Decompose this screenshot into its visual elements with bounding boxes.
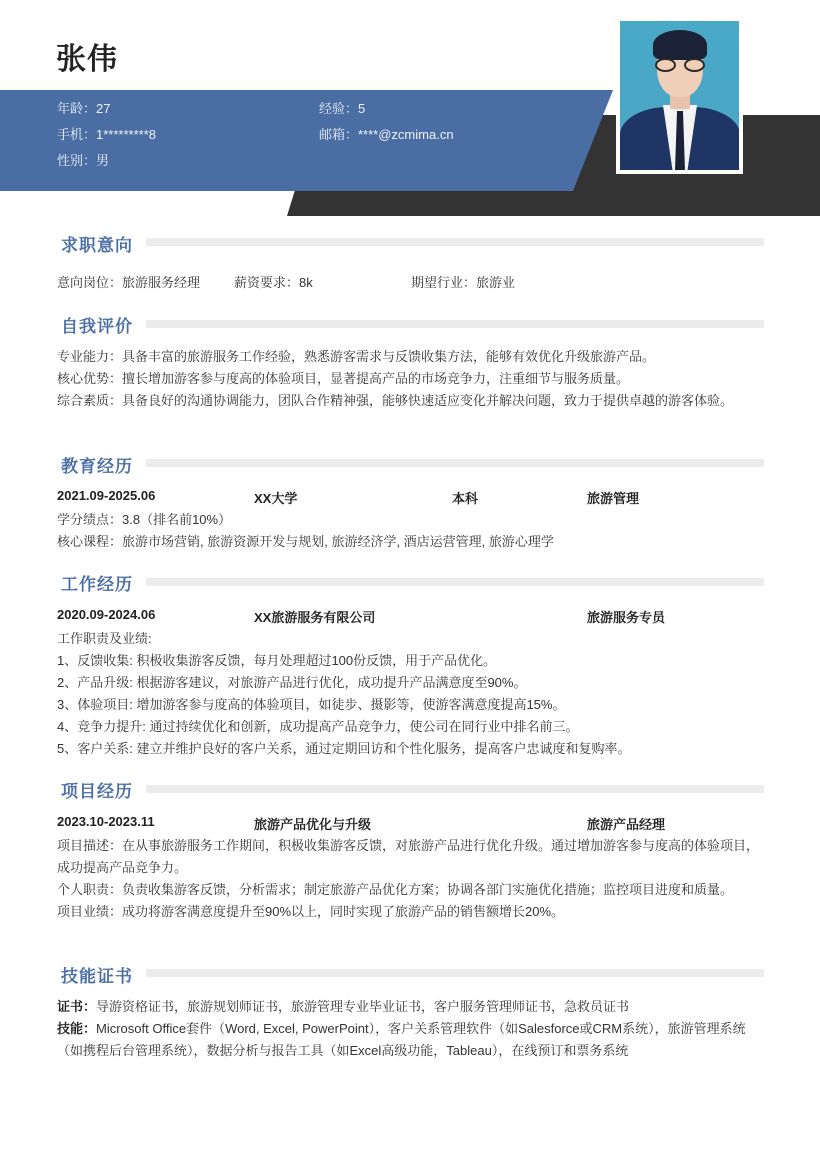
section-divider (146, 785, 764, 793)
work-period: 2020.09-2024.06 (57, 607, 156, 622)
expected-industry: 期望行业：旅游业 (411, 275, 516, 290)
self-eval-line: 专业能力：具备丰富的旅游服务工作经验，熟悉游客需求与反馈收集方法，能够有效优化升级旅游产品。 (57, 349, 656, 364)
certificates-line (57, 996, 765, 1018)
section-divider (146, 238, 764, 246)
age-field: 年龄：27 (57, 101, 111, 116)
section-title-job-intent: 求职意向 (61, 236, 133, 255)
certificates-label: 证书： (57, 999, 97, 1014)
skills-line (57, 1018, 765, 1062)
section-title-self-evaluation: 自我评价 (61, 317, 133, 336)
education-courses: 核心课程：旅游市场营销, 旅游资源开发与规划, 旅游经济学, 酒店运营管理, 旅游心理学 (57, 534, 554, 549)
self-eval-line: 核心优势：擅长增加游客参与度高的体验项目，显著提高产品的市场竞争力，注重细节与服务质量。 (57, 371, 630, 386)
email-field: 邮箱：****@zcmima.cn (319, 127, 454, 142)
profile-photo-frame (616, 17, 743, 174)
expected-salary: 薪资要求：8k (234, 275, 313, 290)
project-results: 项目业绩：成功将游客满意度提升至90%以上，同时实现了旅游产品的销售额增长20%。 (57, 904, 565, 919)
work-company: XX旅游服务有限公司 (254, 610, 376, 625)
education-period: 2021.09-2025.06 (57, 488, 156, 503)
work-item: 2、产品升级: 根据游客建议，对旅游产品进行优化，成功提升产品满意度至90%。 (57, 675, 527, 690)
project-details (57, 835, 765, 923)
work-item: 1、反馈收集: 积极收集游客反馈，每月处理超过100份反馈，用于产品优化。 (57, 653, 497, 668)
phone-field: 手机：1*********8 (57, 127, 156, 142)
personal-info-right (319, 96, 454, 148)
education-details (57, 509, 765, 553)
education-degree: 本科 (452, 491, 479, 506)
project-role: 旅游产品经理 (587, 817, 666, 832)
project-period: 2023.10-2023.11 (57, 814, 155, 829)
personal-info-left (57, 96, 156, 174)
gender-field: 性别：男 (57, 153, 110, 168)
photo-hair (653, 30, 707, 60)
education-gpa: 学分绩点：3.8（排名前10%） (57, 512, 232, 527)
project-duties: 个人职责：负责收集游客反馈，分析需求；制定旅游产品优化方案；协调各部门实施优化措施；监控项目进度和质量。 (57, 882, 734, 897)
experience-field: 经验：5 (319, 101, 366, 116)
skills-details (57, 996, 765, 1062)
education-major: 旅游管理 (587, 491, 640, 506)
section-divider (146, 969, 764, 977)
photo-glasses (655, 58, 705, 72)
section-title-education: 教育经历 (61, 457, 133, 476)
section-divider (146, 578, 764, 586)
work-item: 5、客户关系: 建立并维护良好的客户关系，通过定期回访和个性化服务，提高客户忠诚度和复购率。 (57, 741, 631, 756)
work-item: 4、竞争力提升: 通过持续优化和创新，成功提高产品竞争力，使公司在同行业中排名前三。 (57, 719, 579, 734)
skills-label: 技能： (57, 1021, 97, 1036)
work-item: 3、体验项目: 增加游客参与度高的体验项目，如徒步、摄影等，使游客满意度提高15%。 (57, 697, 566, 712)
work-role: 旅游服务专员 (587, 610, 666, 625)
section-divider (146, 459, 764, 467)
section-title-work: 工作经历 (61, 575, 133, 594)
self-evaluation-text (57, 346, 765, 412)
profile-photo (620, 21, 739, 170)
certificates-text: 导游资格证书，旅游规划师证书，旅游管理专业毕业证书，客户服务管理师证书，急救员证书 (96, 999, 630, 1014)
education-school: XX大学 (254, 491, 298, 506)
project-name: 旅游产品优化与升级 (254, 817, 372, 832)
work-details (57, 628, 765, 760)
project-description: 项目描述：在从事旅游服务工作期间，积极收集游客反馈，对旅游产品进行优化升级。通过增加游客参与度高的体验项目，成功提高产品竞争力。 (57, 838, 760, 875)
self-eval-line: 综合素质：具备良好的沟通协调能力，团队合作精神强，能够快速适应变化并解决问题，致力于提供卓越的游客体验。 (57, 393, 734, 408)
section-divider (146, 320, 764, 328)
intended-position: 意向岗位：旅游服务经理 (57, 275, 201, 290)
section-title-project: 项目经历 (61, 782, 133, 801)
skills-text: Microsoft Office套件（Word, Excel, PowerPoint），客户关系管理软件（如Salesforce或CRM系统），旅游管理系统（如携程后台管理系统），数据分析与报告工具（如Excel高级功能，Tableau），在线预订和票务系统 (57, 1021, 746, 1058)
section-title-skills: 技能证书 (61, 967, 133, 986)
candidate-name: 张伟 (56, 43, 118, 76)
work-intro: 工作职责及业绩: (57, 631, 152, 646)
